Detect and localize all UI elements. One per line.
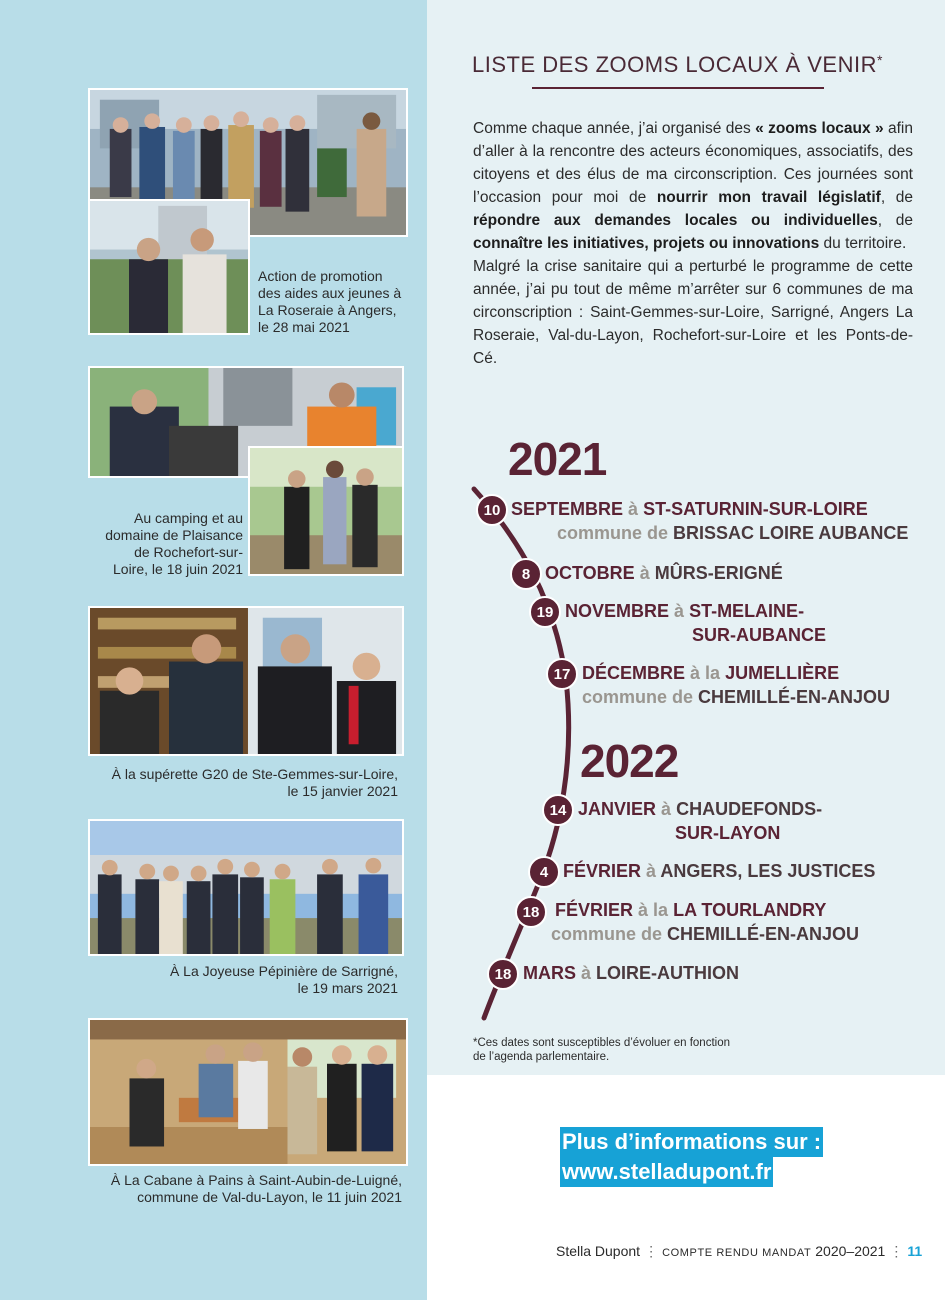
event-month: MARS [523, 963, 576, 983]
event-day-badge: 18 [515, 896, 547, 928]
event-prep: à [646, 861, 657, 881]
intro-span: du territoire. [819, 235, 907, 252]
footnote-line: de l’agenda parlementaire. [473, 1051, 610, 1063]
caption-line: le 15 janvier 2021 [287, 783, 398, 799]
photo-superette-g20 [88, 606, 404, 756]
event-prep: à [674, 601, 685, 621]
event-day-badge: 19 [529, 596, 561, 628]
photo-domaine-plaisance [248, 446, 404, 576]
event-day-badge: 8 [510, 558, 542, 590]
event-month: SEPTEMBRE [511, 499, 624, 519]
event-commune: CHEMILLÉ-EN-ANJOU [698, 687, 891, 707]
intro-bold: nourrir mon travail législatif [656, 189, 881, 206]
caption-line: Au camping et au [134, 510, 243, 526]
photo-cabane-a-pains [88, 1018, 408, 1166]
event-commune-label: commune de [557, 523, 669, 543]
event-day-badge: 17 [546, 658, 578, 690]
more-info-label: Plus d’informations sur : [560, 1127, 823, 1157]
page-title-text: LISTE DES ZOOMS LOCAUX À VENIR [472, 52, 877, 77]
event-day-badge: 14 [542, 794, 574, 826]
intro-text [473, 117, 913, 370]
photo-joyeuse-pepiniere [88, 819, 404, 956]
event-place: ST-MELAINE- [689, 601, 805, 621]
footnote [473, 1036, 773, 1064]
intro-span: afin d’aller à la rencontre des acteurs économiques, associatifs, des citoyens et des élus de ma circonscription. Ces journées sont l’occasion pour moi de [473, 120, 913, 206]
event-place: JUMELLIÈRE [725, 663, 840, 683]
event-commune-line [582, 686, 890, 708]
page-number: 11 [907, 1243, 923, 1259]
event-month: DÉCEMBRE [582, 663, 686, 683]
intro-span: Comme chaque année, j’ai organisé des [473, 120, 756, 137]
caption-line: domaine de Plaisance [105, 527, 243, 543]
intro-bold: « zooms locaux » [755, 120, 884, 137]
event-day-badge: 18 [487, 958, 519, 990]
event-day-badge: 10 [476, 494, 508, 526]
caption-line: À La Joyeuse Pépinière de Sarrigné, [169, 963, 398, 979]
caption-line: Loire, le 18 juin 2021 [113, 561, 243, 577]
event-commune-label: commune de [551, 924, 663, 944]
caption-line: commune de Val-du-Layon, le 11 juin 2021 [137, 1189, 402, 1205]
year-2021: 2021 [508, 433, 607, 485]
caption-line: Action de promotion [258, 268, 383, 284]
year-2022: 2022 [580, 735, 679, 787]
event-place-continued: SUR-LAYON [675, 823, 781, 843]
event-line [563, 860, 875, 882]
caption-camping [88, 510, 243, 578]
event-line [565, 600, 804, 622]
intro-bold: connaître les initiatives, projets ou innovations [473, 235, 820, 252]
event-commune-label: commune de [582, 687, 694, 707]
website-link[interactable]: www.stelladupont.fr [560, 1157, 773, 1187]
event-place-continued: SUR-AUBANCE [692, 625, 826, 645]
event-prep: à [628, 499, 639, 519]
event-month: OCTOBRE [545, 563, 635, 583]
caption-line: À La Cabane à Pains à Saint-Aubin-de-Luigné, [110, 1172, 402, 1188]
caption-line: le 28 mai 2021 [258, 319, 350, 335]
event-line [555, 899, 826, 921]
event-place: ST-SATURNIN-SUR-LOIRE [643, 499, 868, 519]
caption-pepiniere [88, 963, 398, 997]
title-underline [532, 87, 824, 89]
caption-line: de Rochefort-sur- [134, 544, 243, 560]
caption-roseraie [258, 268, 418, 336]
page-title [472, 52, 902, 78]
footer-separator: ⋮ [644, 1243, 659, 1259]
event-line [545, 562, 783, 584]
event-month: JANVIER [578, 799, 657, 819]
more-info-box [560, 1127, 823, 1187]
caption-line: À la supérette G20 de Ste-Gemmes-sur-Loire, [111, 766, 398, 782]
title-asterisk: * [876, 52, 883, 68]
footer-years: 2020–2021 [815, 1243, 886, 1259]
event-commune-line [551, 923, 859, 945]
footer-separator: ⋮ [889, 1243, 904, 1259]
event-prep: à [661, 799, 672, 819]
event-place: CHAUDEFONDS- [676, 799, 823, 819]
footer-author: Stella Dupont [556, 1243, 641, 1259]
event-place: ANGERS, LES JUSTICES [660, 861, 876, 881]
event-place: MÛRS-ERIGNÉ [654, 563, 783, 583]
event-commune-line [557, 522, 908, 544]
photo-roseraie-conversation [88, 199, 250, 335]
event-month: FÉVRIER [555, 900, 634, 920]
page-footer [556, 1243, 922, 1260]
event-commune: BRISSAC LOIRE AUBANCE [673, 523, 909, 543]
event-place: LA TOURLANDRY [673, 900, 827, 920]
event-place: LOIRE-AUTHION [596, 963, 740, 983]
caption-superette [88, 766, 398, 800]
event-day-badge: 4 [528, 856, 560, 888]
caption-line: le 19 mars 2021 [297, 980, 398, 996]
event-line [523, 962, 739, 984]
event-prep: à [639, 563, 650, 583]
intro-paragraph-1 [473, 117, 913, 255]
event-line [582, 662, 839, 684]
intro-paragraph-2: Malgré la crise sanitaire qui a perturbé le programme de cette année, j’ai pu tout de même m’arrêter sur 6 communes de ma circonscription : Saint-Gemmes-sur-Loire, Sarrigné, Angers La Roseraie, Val-du-Layon, Rochefort-sur-Loire et les Ponts-de-Cé. [473, 258, 913, 367]
event-prep: à [581, 963, 592, 983]
caption-line: La Roseraie à Angers, [258, 302, 397, 318]
intro-span: , de [880, 189, 913, 206]
caption-line: des aides aux jeunes à [258, 285, 402, 301]
event-month: NOVEMBRE [565, 601, 670, 621]
event-prep: à la [638, 900, 669, 920]
caption-cabane [88, 1172, 402, 1206]
footer-doc-title: COMPTE RENDU MANDAT [662, 1247, 812, 1259]
intro-bold: répondre aux demandes locales ou individuelles [473, 212, 878, 229]
event-line [578, 798, 822, 820]
event-month: FÉVRIER [563, 861, 642, 881]
footnote-line: *Ces dates sont susceptibles d’évoluer en fonction [473, 1037, 730, 1049]
intro-span: , de [877, 212, 914, 229]
event-prep: à la [690, 663, 721, 683]
event-line [511, 498, 868, 520]
event-commune: CHEMILLÉ-EN-ANJOU [667, 924, 860, 944]
